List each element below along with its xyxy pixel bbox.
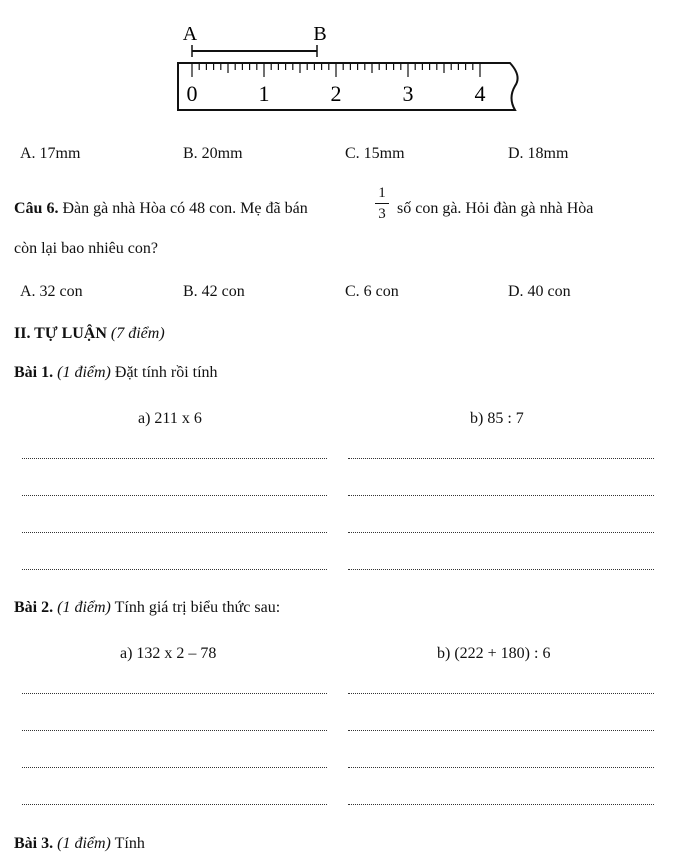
bai3-label: Bài 3. — [14, 835, 54, 852]
section-2-heading — [14, 325, 165, 343]
bai2-points: (1 điểm) — [57, 599, 111, 616]
q6-text-after: số con gà. Hỏi đàn gà nhà Hòa — [397, 200, 594, 217]
bai1-heading — [14, 364, 218, 382]
q6-label: Câu 6. — [14, 200, 59, 217]
section-2-title: II. TỰ LUẬN — [14, 325, 107, 342]
q6-text-before: Đàn gà nhà Hòa có 48 con. Mẹ đã bán — [62, 200, 308, 217]
answer-line[interactable] — [348, 532, 654, 533]
q5-option-d[interactable]: D. 18mm — [508, 145, 569, 162]
bai3-text: Tính — [114, 835, 145, 852]
answer-line[interactable] — [22, 730, 327, 731]
answer-line[interactable] — [348, 495, 654, 496]
answer-line[interactable] — [348, 458, 654, 459]
bai2-part-b: b) (222 + 180) : 6 — [437, 645, 551, 662]
bai1-label: Bài 1. — [14, 364, 54, 381]
answer-line[interactable] — [348, 693, 654, 694]
answer-line[interactable] — [22, 693, 327, 694]
answer-line[interactable] — [348, 569, 654, 570]
bai2-heading — [14, 599, 280, 617]
answer-line[interactable] — [22, 804, 327, 805]
ruler-figure — [170, 18, 530, 118]
q6-frac-num: 1 — [378, 185, 386, 201]
section-2-points: (7 điểm) — [110, 325, 165, 342]
answer-line[interactable] — [22, 495, 327, 496]
bai1-points: (1 điểm) — [57, 364, 111, 381]
bai2-label: Bài 2. — [14, 599, 54, 616]
answer-line[interactable] — [348, 804, 654, 805]
point-a-label: A — [182, 23, 198, 45]
ruler-number: 0 — [186, 81, 198, 106]
answer-line[interactable] — [22, 458, 327, 459]
q5-option-b[interactable]: B. 20mm — [183, 145, 243, 162]
q5-option-c[interactable]: C. 15mm — [345, 145, 405, 162]
ruler-body — [178, 63, 518, 110]
ruler-number: 2 — [330, 81, 342, 106]
q6-option-d[interactable]: D. 40 con — [508, 283, 571, 300]
q5-option-a[interactable]: A. 17mm — [20, 145, 81, 162]
q6-text-line2: còn lại bao nhiêu con? — [14, 240, 158, 257]
ruler-numbers — [187, 81, 486, 106]
q6-option-b[interactable]: B. 42 con — [183, 283, 245, 300]
answer-line[interactable] — [22, 532, 327, 533]
bai1-part-a: a) 211 x 6 — [138, 410, 202, 427]
q6-option-c[interactable]: C. 6 con — [345, 283, 399, 300]
bai1-part-b: b) 85 : 7 — [470, 410, 524, 427]
point-b-label: B — [313, 23, 327, 45]
answer-line[interactable] — [348, 767, 654, 768]
answer-line[interactable] — [22, 569, 327, 570]
bai2-part-a: a) 132 x 2 – 78 — [120, 645, 217, 662]
q6-text-line1 — [14, 200, 308, 218]
ruler-number: 1 — [258, 81, 270, 106]
q6-option-a[interactable]: A. 32 con — [20, 283, 83, 300]
ruler-ticks — [192, 63, 480, 77]
ruler-number: 4 — [474, 81, 486, 106]
answer-line[interactable] — [22, 767, 327, 768]
ruler-number: 3 — [402, 81, 414, 106]
bai1-text: Đặt tính rồi tính — [114, 364, 218, 381]
bai3-heading — [14, 835, 145, 853]
bai2-text: Tính giá trị biểu thức sau: — [114, 599, 281, 616]
q6-fraction — [375, 185, 389, 222]
answer-line[interactable] — [348, 730, 654, 731]
bai3-points: (1 điểm) — [57, 835, 111, 852]
q6-frac-den: 3 — [378, 206, 386, 222]
